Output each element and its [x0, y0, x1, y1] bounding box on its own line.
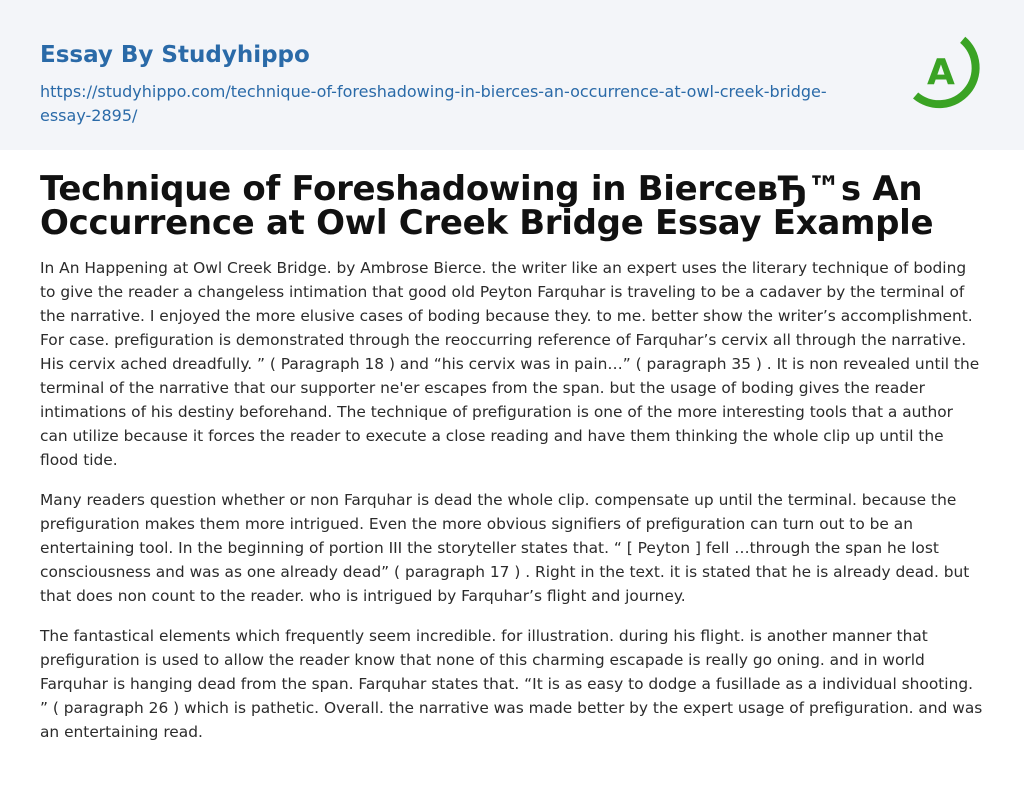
essay-paragraph: In An Happening at Owl Creek Bridge. by Ambrose Bierce. the writer like an expert uses the literary technique of boding to give the reader a changeless intimation that good old Peyton Farquhar is traveling to be a cadaver by the terminal of the narrative. I enjoyed the more elusive cases of boding because they. to me. better show the writer’s accomplishment. For case. prefiguration is demonstrated through the reoccurring reference of Farquhar’s cervix all through the narrative. His cervix ached dreadfully. ” ( Paragraph 18 ) and “his cervix was in pain…” ( paragraph 35 ) . It is non revealed until the terminal of the narrative that our supporter ne'er escapes from the span. but the usage of boding gives the reader intimations of his destiny beforehand. The technique of prefiguration is one of the more interesting tools that a author can utilize because it forces the reader to execute a close reading and have them thinking the whole clip up until the flood tide.	[40, 259, 980, 469]
essay-body	[40, 256, 984, 744]
essay-title: Technique of Foreshadowing in BierceвЂ™s An Occurrence at Owl Creek Bridge Essay Example	[40, 169, 934, 243]
essay-paragraph: The fantastical elements which frequently seem incredible. for illustration. during his flight. is another manner that prefiguration is used to allow the reader know that none of this charming escapade is really go oning. and in world Farquhar is hanging dead from the span. Farquhar states that. “It is as easy to dodge a fusillade as a individual shooting. ” ( paragraph 26 ) which is pathetic. Overall. the narrative was made better by the expert usage of prefiguration. and was an entertaining read.	[40, 627, 983, 741]
essay-paragraph: Many readers question whether or non Farquhar is dead the whole clip. compensate up until the terminal. because the prefiguration makes them more intrigued. Even the more obvious signifiers of prefiguration can turn out to be an entertaining tool. In the beginning of portion III the storyteller states that. “ [ Peyton ] fell …through the span he lost consciousness and was as one already dead” ( paragraph 17 ) . Right in the text. it is stated that he is already dead. but that does non count to the reader. who is intrigued by Farquhar’s flight and journey.	[40, 491, 970, 605]
site-header	[0, 0, 1024, 150]
logo-letter: A	[927, 52, 955, 93]
studyhippo-logo-icon[interactable]	[900, 30, 984, 114]
site-brand[interactable]: Essay By Studyhippo	[40, 42, 310, 68]
essay-url-link[interactable]: https://studyhippo.com/technique-of-foreshadowing-in-bierces-an-occurrence-at-owl-creek-bridge-essay-2895/	[40, 82, 827, 125]
